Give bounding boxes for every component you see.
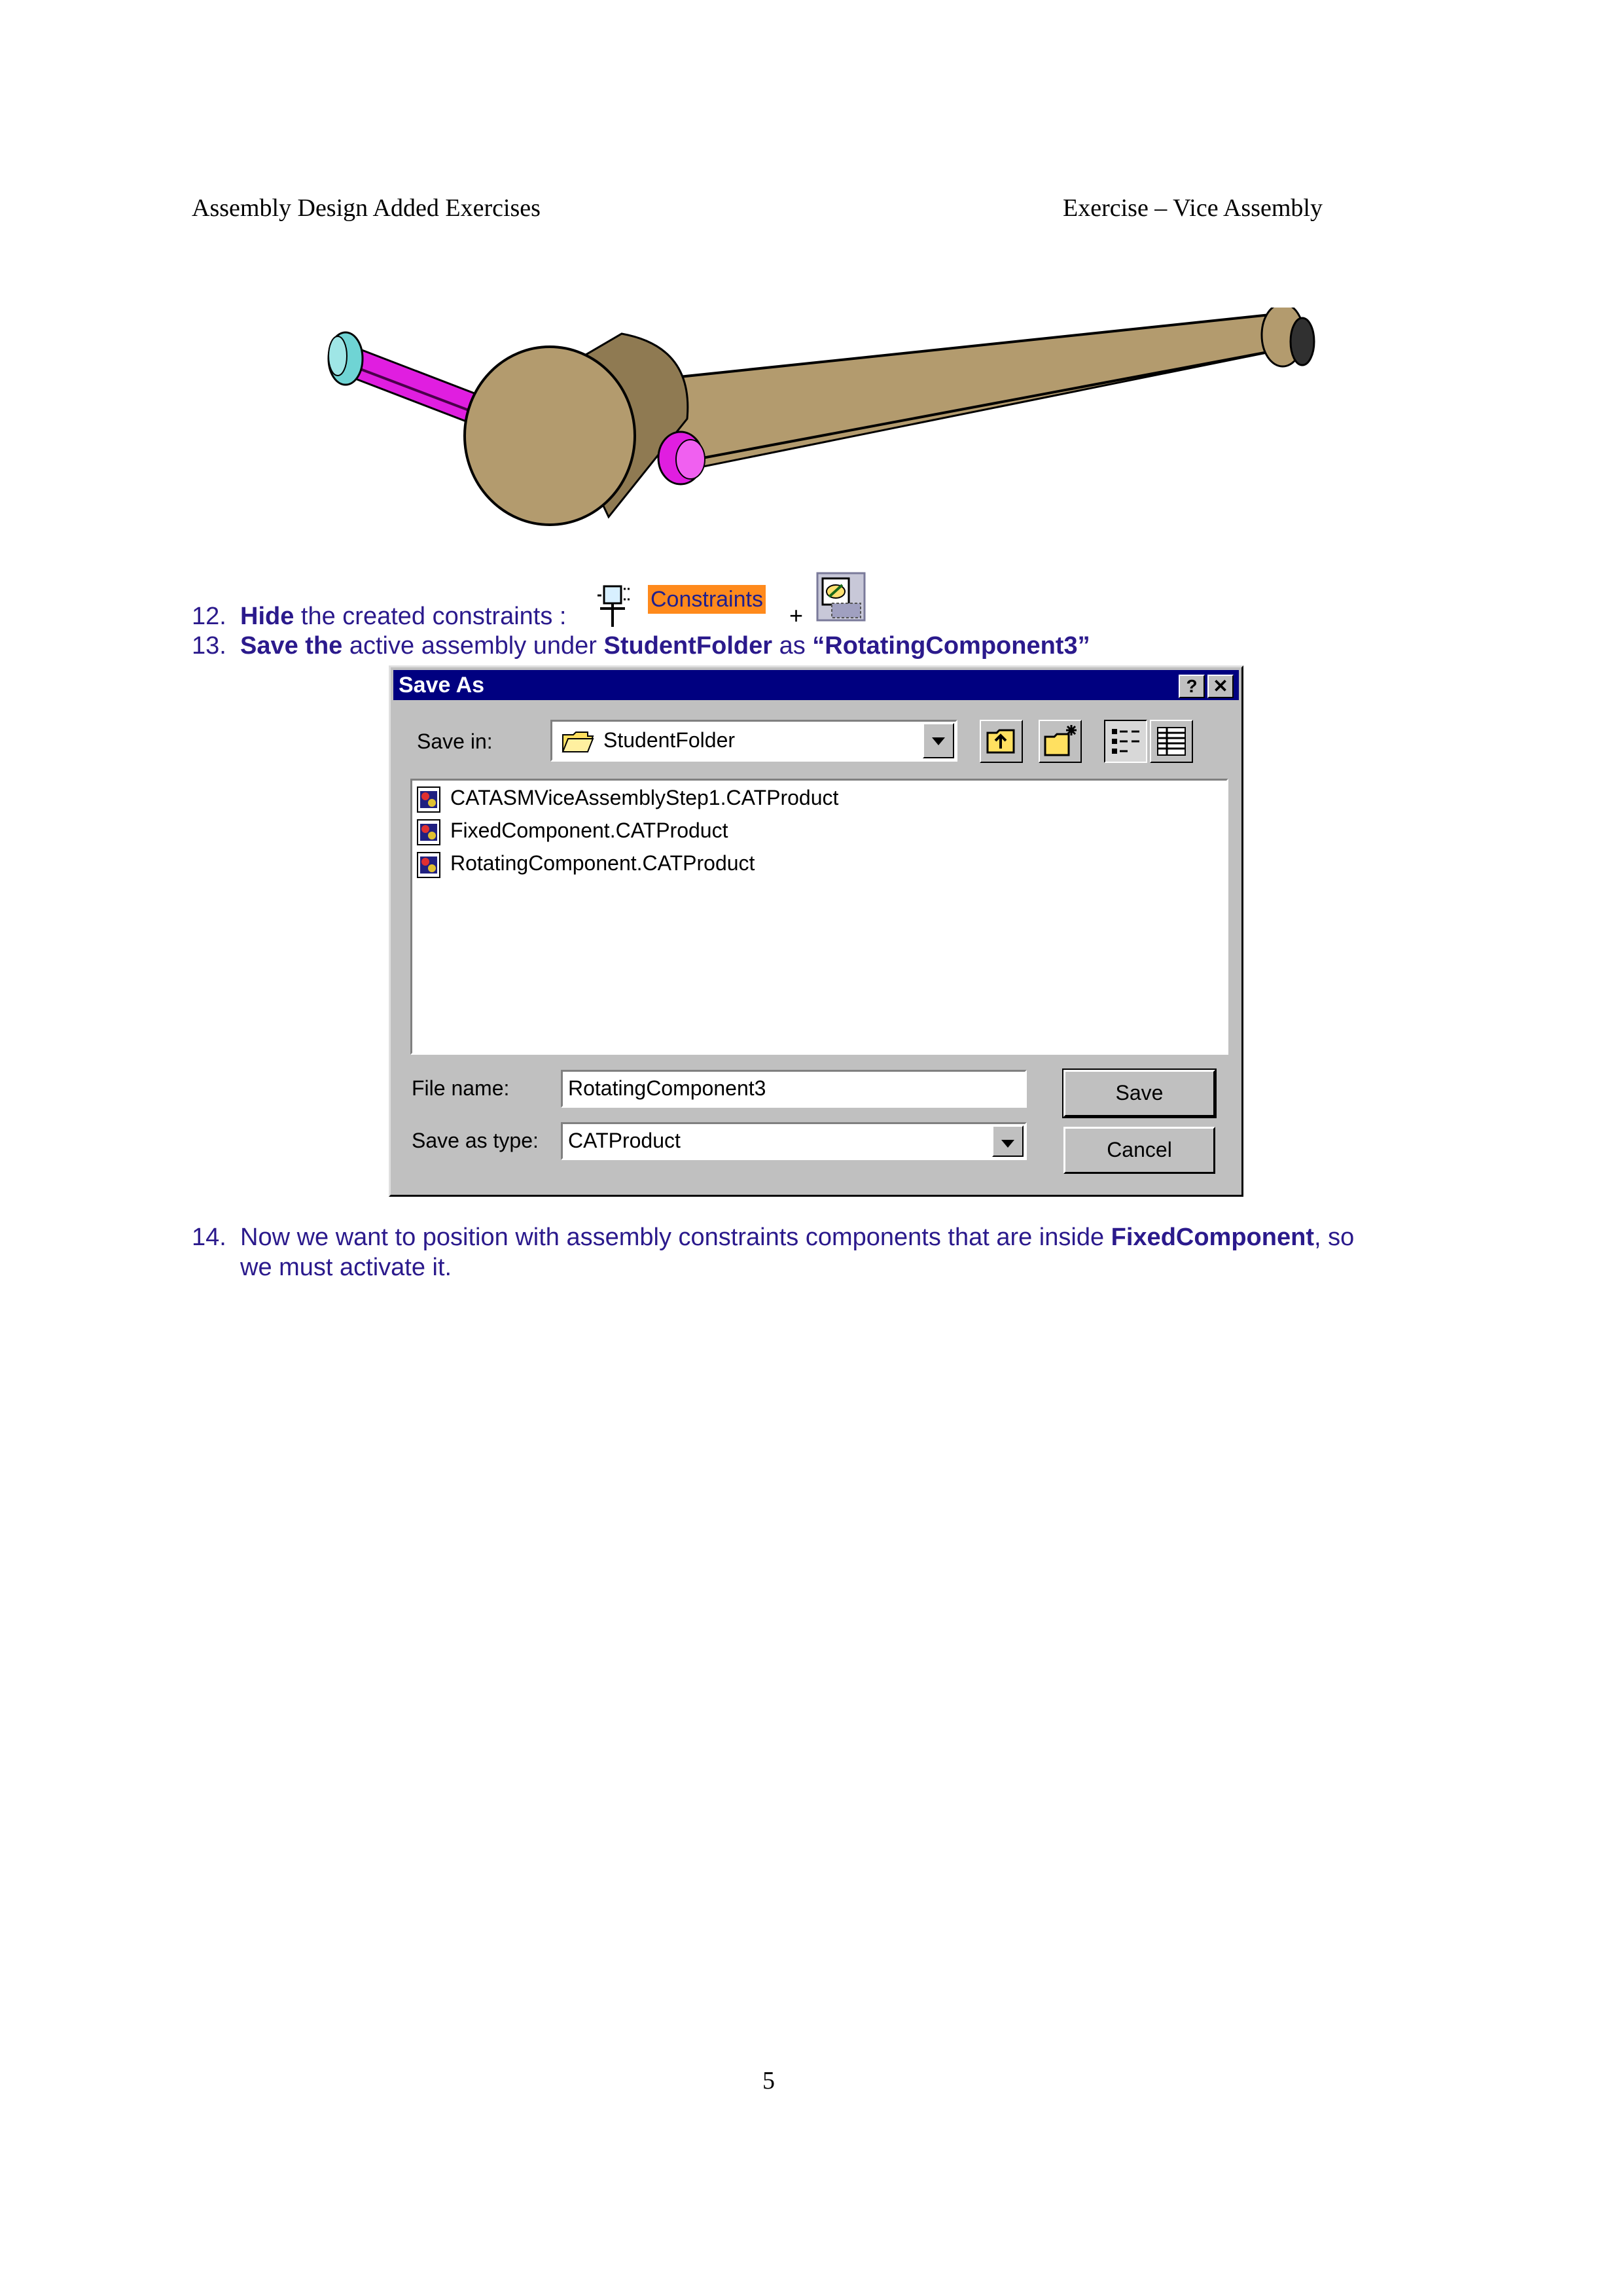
file-name-label: File name:: [412, 1076, 510, 1100]
save-as-type-value: CATProduct: [568, 1129, 681, 1152]
header-right: Exercise – Vice Assembly: [1063, 194, 1323, 222]
file-name-value: RotatingComponent3: [568, 1076, 766, 1100]
step-keyword: Hide: [240, 603, 294, 630]
step-14: [192, 1222, 1468, 1282]
file-name: FixedComponent.CATProduct: [450, 819, 728, 842]
catproduct-file-icon: [415, 786, 442, 813]
save-in-value: StudentFolder: [603, 728, 736, 752]
step-number: 13.: [192, 632, 226, 660]
step-keyword: Save the: [240, 632, 343, 660]
step-number: 14.: [192, 1224, 226, 1251]
step-text: active assembly under: [342, 632, 604, 660]
list-view-icon: [1105, 721, 1146, 762]
details-view-button[interactable]: [1150, 720, 1193, 763]
help-button[interactable]: ?: [1179, 675, 1205, 698]
vice-assembly-model-image: [314, 308, 1322, 543]
up-folder-icon: [981, 721, 1022, 762]
save-in-label: Save in:: [417, 730, 493, 753]
cancel-button[interactable]: Cancel: [1063, 1127, 1215, 1174]
save-as-dialog: [389, 665, 1243, 1197]
step-text: Now we want to position with assembly constraints components that are inside: [240, 1224, 1111, 1251]
details-view-icon: [1151, 721, 1192, 762]
dialog-title-bar[interactable]: [393, 670, 1239, 700]
step-13: [192, 631, 1090, 661]
hide-show-icon[interactable]: [815, 571, 867, 623]
up-one-level-button[interactable]: [980, 720, 1023, 763]
step-number: 12.: [192, 603, 226, 630]
constraint-icon: [592, 576, 638, 628]
file-name-input[interactable]: [561, 1070, 1027, 1108]
step-12: [192, 601, 566, 631]
close-button[interactable]: ✕: [1207, 675, 1234, 698]
plus-sign: +: [789, 602, 804, 629]
step-text-continued: we must activate it.: [240, 1254, 452, 1281]
step-text: as: [772, 632, 813, 660]
list-view-button[interactable]: [1104, 720, 1147, 763]
catproduct-file-icon: [415, 851, 442, 879]
new-folder-button[interactable]: [1039, 720, 1082, 763]
file-name: RotatingComponent.CATProduct: [450, 851, 755, 875]
file-name: CATASMViceAssemblyStep1.CATProduct: [450, 786, 839, 809]
folder-name: StudentFolder: [603, 632, 773, 660]
new-folder-icon: [1040, 721, 1080, 762]
constraints-label: Constraints: [648, 585, 766, 614]
page-number: 5: [762, 2067, 775, 2094]
save-as-type-label: Save as type:: [412, 1129, 539, 1152]
header-left: Assembly Design Added Exercises: [192, 194, 541, 222]
file-list[interactable]: [410, 779, 1228, 1055]
file-name: “RotatingComponent3”: [812, 632, 1090, 660]
save-in-dropdown[interactable]: [550, 720, 957, 762]
component-name: FixedComponent: [1111, 1224, 1314, 1251]
step-text: the created constraints :: [294, 603, 567, 630]
save-as-type-dropdown[interactable]: [561, 1122, 1027, 1160]
catproduct-file-icon: [415, 819, 442, 846]
chevron-down-icon[interactable]: [992, 1125, 1024, 1157]
chevron-down-icon[interactable]: [923, 723, 954, 758]
step-text: , so: [1313, 1224, 1355, 1251]
dialog-title: Save As: [399, 673, 485, 698]
save-button[interactable]: Save: [1063, 1070, 1215, 1117]
folder-icon: [562, 730, 594, 753]
